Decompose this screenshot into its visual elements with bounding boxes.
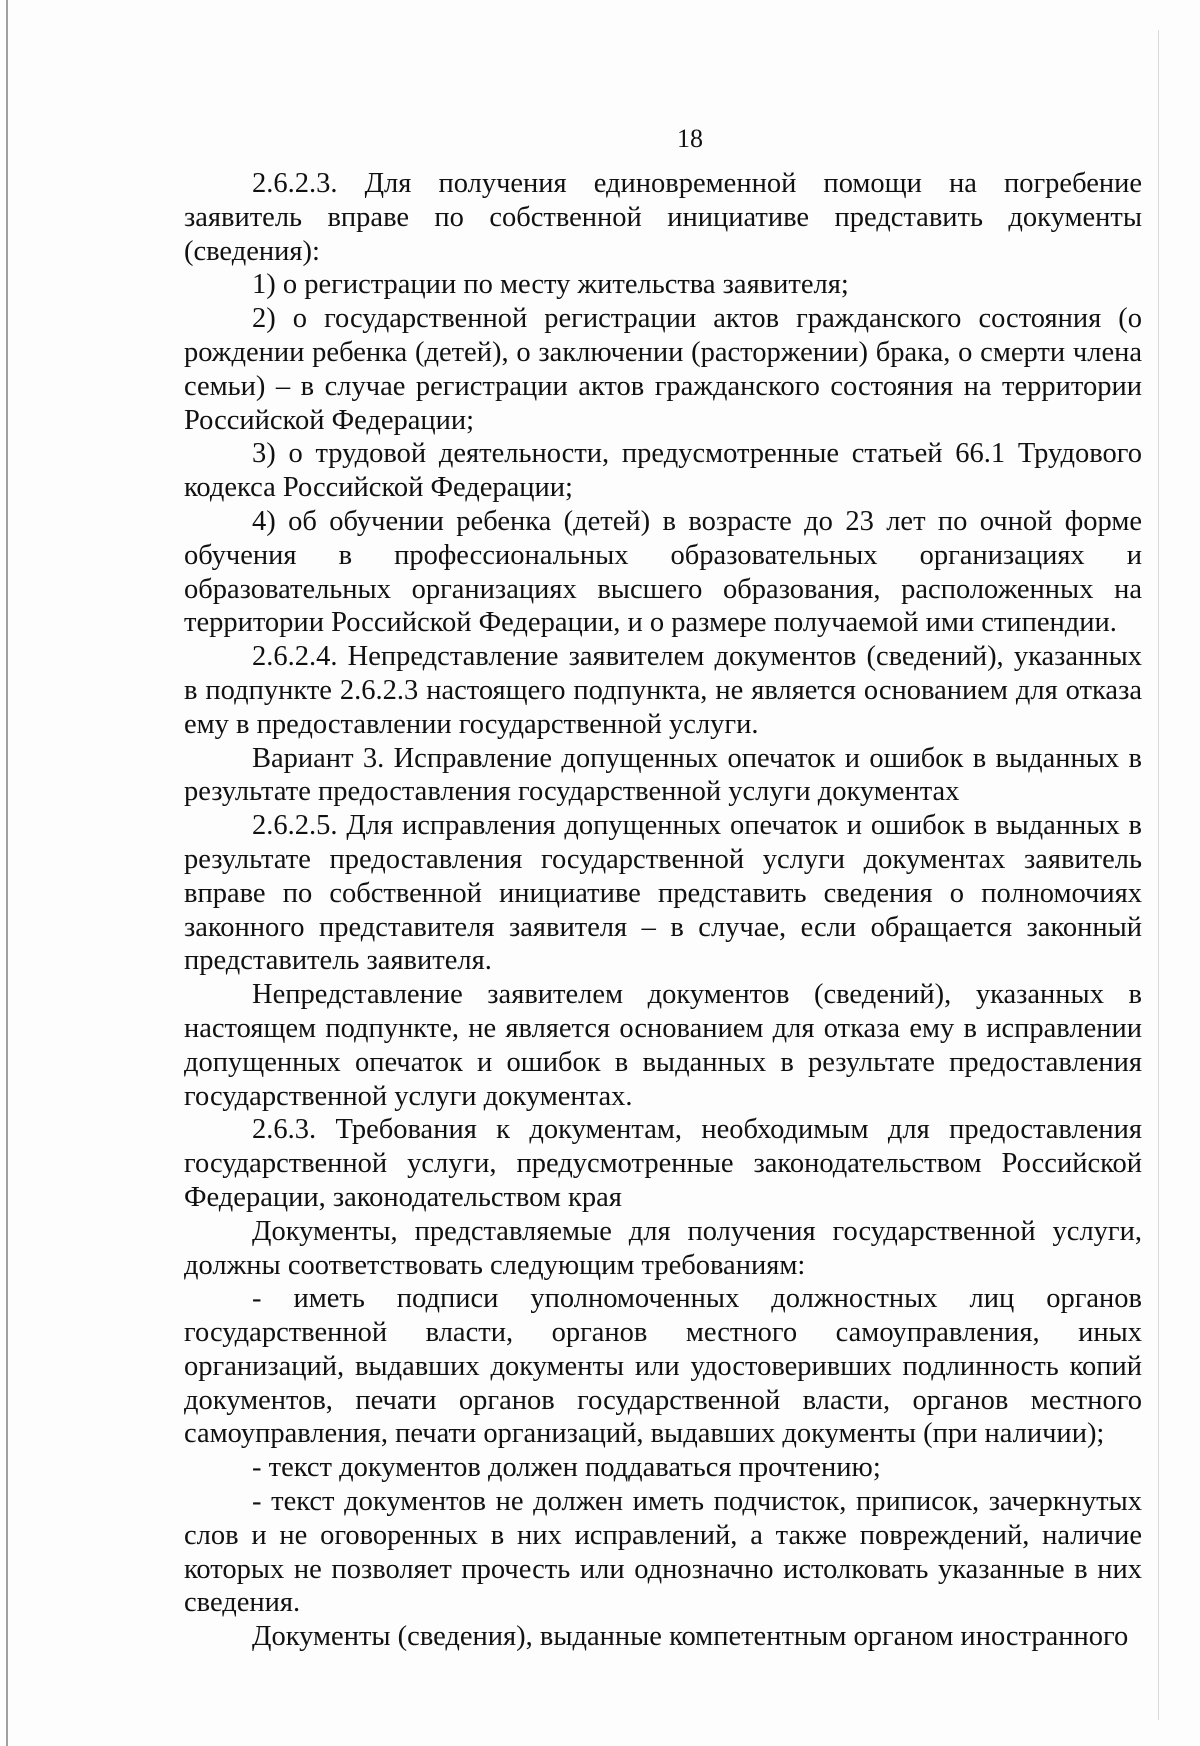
paragraph-2-6-2-3: 2.6.2.3. Для получения единовременной помощи на погребение заявитель вправе по собственной инициативе представить документы (сведения):	[184, 168, 1142, 267]
requirement-no-corrections: - текст документов не должен иметь подчисток, приписок, зачеркнутых слов и не оговоренных в них исправлений, а также повреждений, наличие которых не позволяет прочесть или однозначно истолковать указанные в них сведения.	[184, 1486, 1142, 1619]
list-item-2: 2) о государственной регистрации актов гражданского состояния (о рождении ребенка (детей), о заключении (расторжении) брака, о смерти члена семьи) – в случае регистрации актов гражданского состояния на территории Российской Федерации;	[184, 303, 1142, 436]
paragraph-2-6-2-5: 2.6.2.5. Для исправления допущенных опечаток и ошибок в выданных в результате предоставления государственной услуги документах заявитель вправе по собственной инициативе представить сведения о полномочиях законного представителя заявителя – в случае, если обращается законный представитель заявителя.	[184, 810, 1142, 977]
scan-edge-right	[1158, 30, 1159, 1720]
paragraph-non-submission: Непредставление заявителем документов (сведений), указанных в настоящем подпункте, не является основанием для отказа ему в исправлении допущенных опечаток и ошибок в выданных в результате предоставления государственной услуги документах.	[184, 979, 1142, 1112]
paragraph-2-6-2-4: 2.6.2.4. Непредставление заявителем документов (сведений), указанных в подпункте 2.6.2.3 настоящего подпункта, не является основанием для отказа ему в предоставлении государственной услуги.	[184, 641, 1142, 740]
paragraph-requirements-intro: Документы, представляемые для получения государственной услуги, должны соответствовать следующим требованиям:	[184, 1215, 1142, 1281]
requirement-readable: - текст документов должен поддаваться прочтению;	[252, 1452, 881, 1484]
page-number: 18	[677, 124, 703, 153]
document-body	[184, 167, 1142, 1654]
paragraph-2-6-3: 2.6.3. Требования к документам, необходимым для предоставления государственной услуги, предусмотренные законодательством Российской Федерации, законодательством края	[184, 1114, 1142, 1213]
list-item-4: 4) об обучении ребенка (детей) в возрасте до 23 лет по очной форме обучения в профессиональных образовательных организациях и образовательных организациях высшего образования, расположенных на территории Российской Федерации, и о размере получаемой ими стипендии.	[184, 505, 1142, 639]
list-item-1: 1) о регистрации по месту жительства заявителя;	[252, 269, 849, 301]
requirement-signatures: - иметь подписи уполномоченных должностных лиц органов государственной власти, органов местного самоуправления, иных организаций, выдавших документы или удостоверивших подлинность копий документов, печати органов государственной власти, органов местного самоуправления, печати организаций, выдавших документы (при наличии);	[184, 1283, 1142, 1450]
variant-3-heading: Вариант 3. Исправление допущенных опечаток и ошибок в выданных в результате предоставления государственной услуги документах	[184, 742, 1142, 808]
list-item-3: 3) о трудовой деятельности, предусмотренные статьей 66.1 Трудового кодекса Российской Федерации;	[184, 438, 1142, 504]
paragraph-foreign-documents: Документы (сведения), выданные компетентным органом иностранного	[252, 1621, 1129, 1653]
scan-edge-left	[6, 0, 8, 1746]
